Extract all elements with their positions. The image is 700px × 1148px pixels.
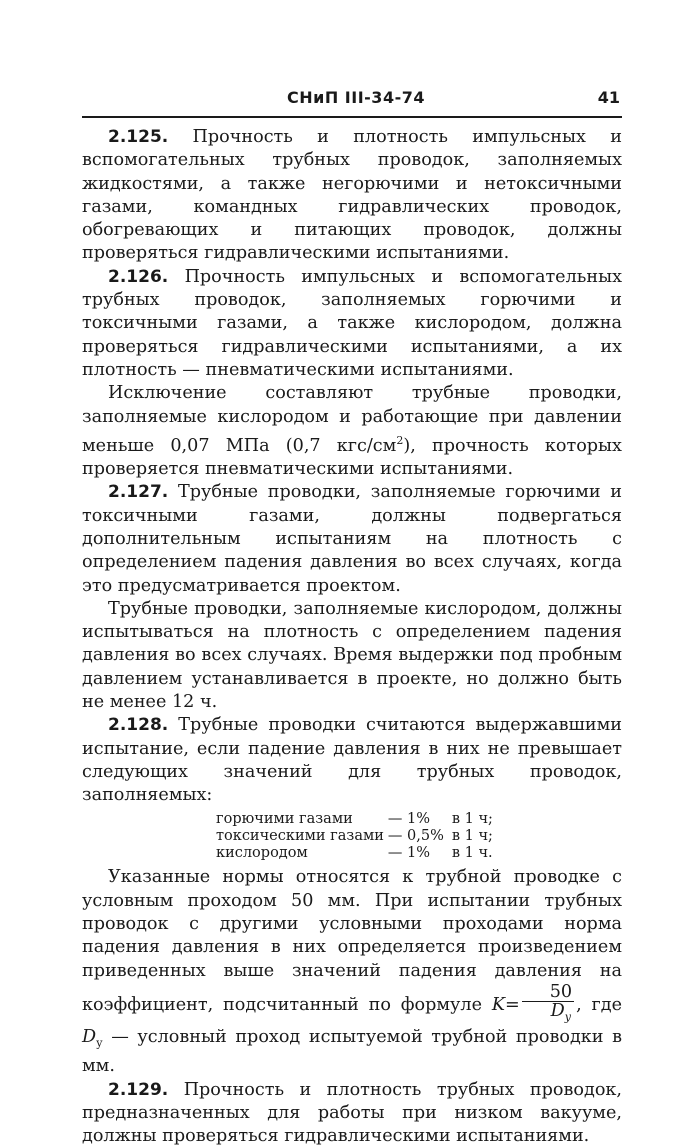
pressure-drop-norms-table [216,811,497,862]
paragraph-text: Прочность импульсных и вспомогательных трубных проводок, заполняемых горючими и токсичными газами, а также кислородом, должна проверяться гидравлическими испытаниями, а их плотность — пневматическими испытаниями. [82,266,622,380]
table-row [216,828,497,845]
norm-value: — 1% [387,811,431,828]
formula-lhs: K [491,994,505,1015]
formula-fraction [522,983,574,1027]
superscript: 2 [396,433,404,447]
norm-value: — 0,5% [387,828,444,845]
paragraph-text: Прочность и плотность импульсных и вспомогательных трубных проводок, заполняемых жидкостями, а также негорючими и нетоксичными газами, командных гидравлических проводок, обогревающих и питающих проводок, должны проверяться гидравлическими испытаниями. [82,127,622,264]
formula-numerator: 50 [522,983,574,1002]
formula-denominator [522,1002,574,1027]
paragraph-text: Трубные проводки, заполняемые кислородом, должны испытываться на плотность с определением падения давления во всех случаях. Время выдержки под пробным давлением устанавливается в проекте, но должно быть не менее 12 ч. [82,598,622,712]
paragraph-text: Указанные нормы относятся к трубной проводке с условным проходом 50 мм. При испытании трубных проводок с другими условными проходами норма падения давления в них определяется произведением приведенных выше значений падения давления на коэффициент, подсчитанный по формуле [82,867,622,1015]
paragraph-2-127 [82,481,622,597]
clause-number: 2.128. [108,715,169,736]
document-code: СНиП III-34-74 [287,88,425,107]
paragraph-2-125 [82,126,622,266]
norm-unit: в 1 ч; [451,811,493,828]
paragraph-text: Трубные проводки считаются выдержавшими испытание, если падение давления в них не превышает следующих значений для трубных проводок, заполняемых: [82,715,622,806]
clause-number: 2.125. [108,127,169,147]
norm-unit: в 1 ч; [451,828,493,845]
document-body [82,126,622,1148]
norm-label: горючими газами [216,811,353,828]
formula-after: , где [576,994,622,1015]
variable-subscript: у [96,1036,103,1050]
clause-number: 2.129. [108,1079,169,1100]
variable-description: — условный проход испытуемой трубной проводки в мм. [82,1027,623,1077]
denominator-subscript: у [564,1010,572,1024]
norm-unit: в 1 ч. [451,845,493,862]
paragraph-exception [82,382,622,481]
norm-label: кислородом [216,845,308,862]
paragraph-norms-note [82,866,622,1078]
paragraph-text: Прочность и плотность трубных проводок, предназначенных для работы при низком вакууме, должны проверяться гидравлическими испытаниями. [82,1079,622,1147]
norm-value: — 1% [387,845,431,862]
table-row [216,811,497,828]
paragraph-text: Исключение составляют трубные проводки, заполняемые кислородом и работающие при давлении меньше 0,07 МПа (0,7 кгс/см [82,383,622,456]
page-number: 41 [597,88,620,107]
denominator-symbol: D [550,1000,565,1021]
paragraph-2-129 [82,1079,622,1148]
page-header [82,86,622,118]
paragraph-oxygen [82,598,622,714]
table-row [216,845,497,862]
paragraph-text: ), прочность которых проверяется пневматическими испытаниями. [82,435,622,480]
variable-symbol: D [82,1027,97,1048]
clause-number: 2.126. [108,266,169,287]
paragraph-2-126 [82,266,622,382]
formula-equals: = [504,994,520,1015]
clause-number: 2.127. [108,482,169,503]
norm-label: токсическими газами [216,828,384,845]
paragraph-text: Трубные проводки, заполняемые горючими и токсичными газами, должны подвергаться дополнительным испытаниям на плотность с определением падения давления во всех случаях, когда это предусматривается проектом. [82,482,623,596]
paragraph-2-128 [82,714,622,807]
